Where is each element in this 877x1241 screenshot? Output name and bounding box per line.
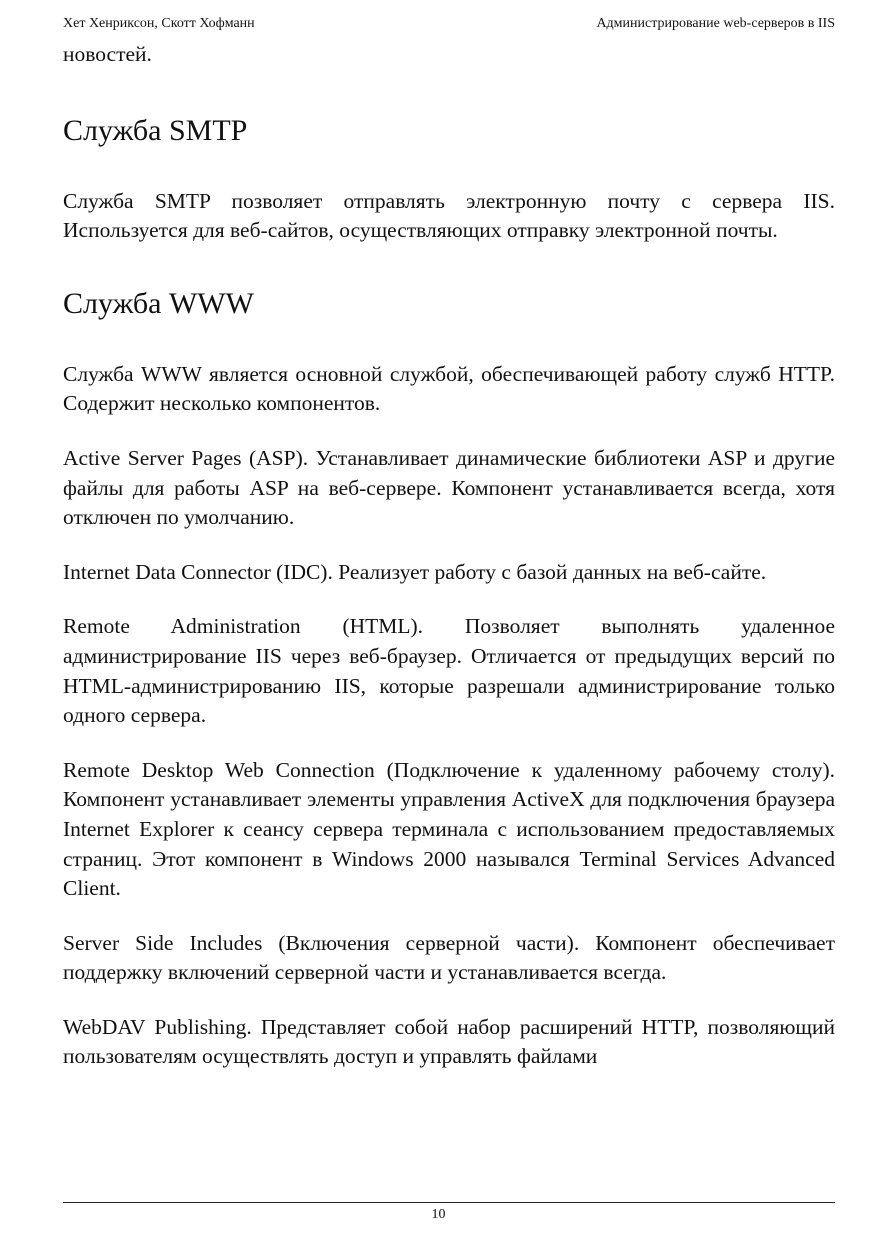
page-content bbox=[63, 40, 835, 1072]
paragraph-idc: Internet Data Connector (IDC). Реализует работу с базой данных на веб-сайте. bbox=[63, 559, 767, 584]
lead-fragment: новостей. bbox=[63, 42, 152, 66]
heading-smtp: Служба SMTP bbox=[63, 113, 248, 147]
paragraph-asp: Active Server Pages (ASP). Устанавливает динамические библиотеки ASP и другие файлы для работы ASP на веб-сервере. Компонент устанавливается всегда, хотя отключен по умолчанию. bbox=[63, 445, 835, 530]
running-header bbox=[63, 16, 835, 36]
paragraph-remote-desktop: Remote Desktop Web Connection (Подключение к удаленному рабочему столу). Компонент устанавливает элементы управления ActiveX для подключения браузера Internet Explorer к сеансу сервера терминала с использованием предоставляемых страниц. Этот компонент в Windows 2000 назывался Terminal Services Advanced Client. bbox=[63, 757, 835, 901]
paragraph-smtp: Служба SMTP позволяет отправлять электронную почту с сервера IIS. Используется для веб-сайтов, осуществляющих отправку электронной почты. bbox=[63, 188, 835, 243]
heading-www: Служба WWW bbox=[63, 286, 254, 320]
paragraph-ssi: Server Side Includes (Включения серверной части). Компонент обеспечивает поддержку включений серверной части и устанавливается всегда. bbox=[63, 930, 835, 985]
paragraph-webdav: WebDAV Publishing. Представляет собой набор расширений HTTP, позволяющий пользователям осуществлять доступ и управлять файлами bbox=[63, 1014, 835, 1069]
paragraph-www-intro: Служба WWW является основной службой, обеспечивающей работу служб HTTP. Содержит несколько компонентов. bbox=[63, 361, 835, 416]
header-authors: Хет Хенриксон, Скотт Хофманн bbox=[63, 16, 255, 31]
header-book-title: Администрирование web-серверов в IIS bbox=[596, 16, 835, 31]
footer-rule bbox=[63, 1202, 835, 1203]
paragraph-remote-admin: Remote Administration (HTML). Позволяет выполнять удаленное администрирование IIS через веб-браузер. Отличается от предыдущих версий по HTML-администрированию IIS, которые разрешали администрирование только одного сервера. bbox=[63, 614, 835, 728]
page-number: 10 bbox=[431, 1207, 446, 1222]
